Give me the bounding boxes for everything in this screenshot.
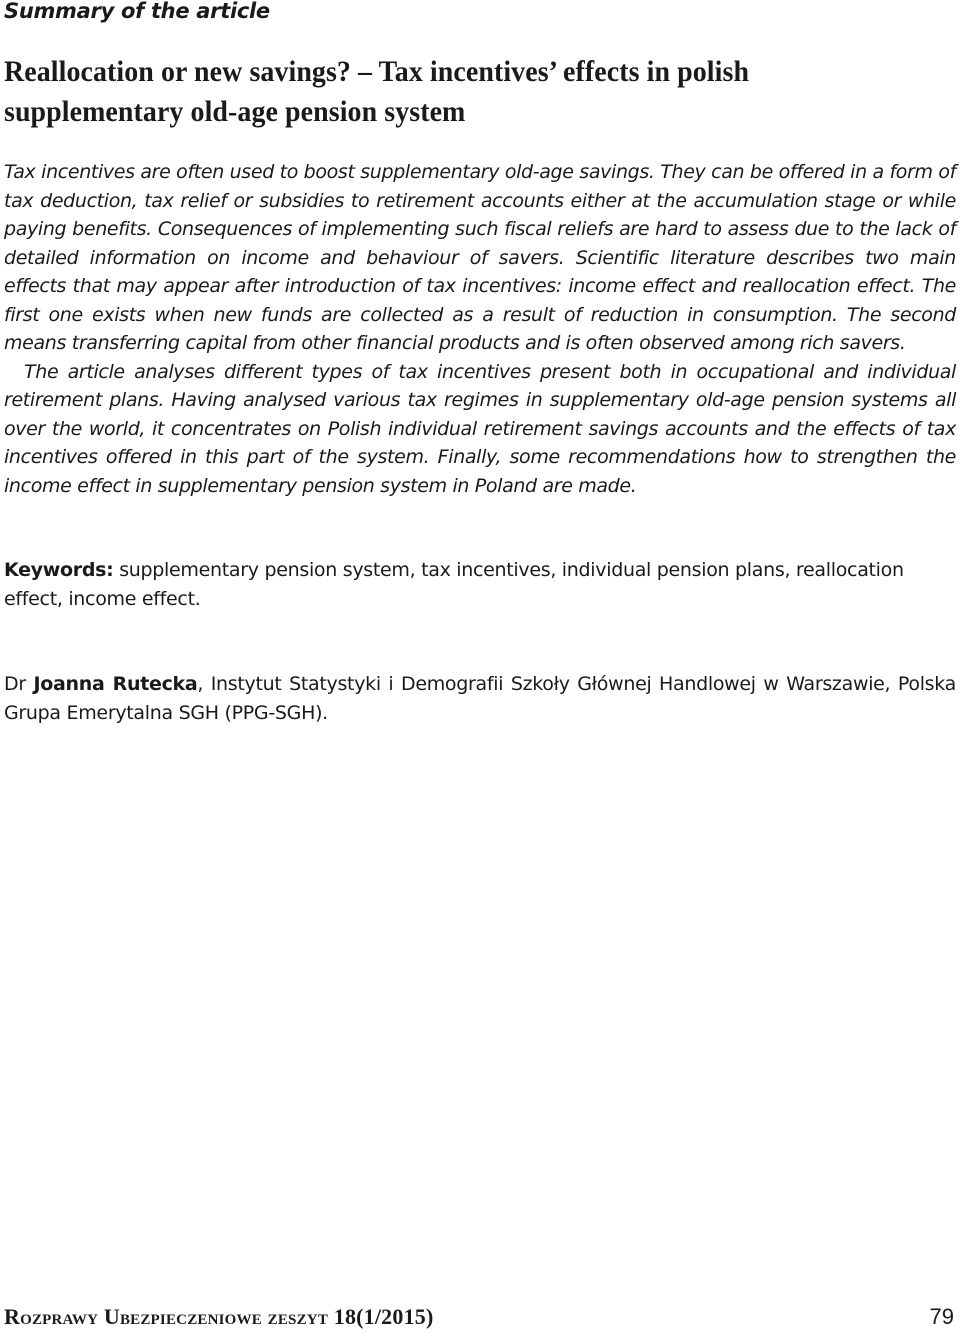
page-footer [4,1300,956,1334]
abstract-paragraph-1: Tax incentives are often used to boost supplementary old-age savings. They can be offered in a form of tax deduction, tax relief or subsidies to retirement accounts either at the accumulation stage or while paying benefits. Consequences of implementing such fiscal reliefs are hard to assess due to the lack of detailed information on income and behaviour of savers. Scientific literature describes two main effects that may appear after introduction of tax incentives: income effect and reallocation effect. The first one exists when new funds are collected as a result of reduction in consumption. The second means transferring capital from other financial products and is often observed among rich savers. [4,161,956,354]
author-affiliation: , Instytut Statystyki i Demografii Szkoły Głównej Handlowej w Warszawie, Polska Grupa Emerytalna SGH (PPG-SGH). [4,673,956,724]
section-label: Summary of the article [4,0,270,23]
keywords-label: Keywords: [4,559,114,581]
journal-name: Rozprawy Ubezpieczeniowe zeszyt 18(1/2015) [4,1304,434,1329]
abstract [4,158,956,500]
author-name: Joanna Rutecka [33,673,198,695]
abstract-paragraph-2: The article analyses different types of tax incentives present both in occupational and individual retirement plans. Having analysed various tax regimes in supplementary old-age pension systems all over the world, it concentrates on Polish individual retirement savings accounts and the effects of tax incentives offered in this part of the system. Finally, some recommendations how to strengthen the income effect in supplementary pension system in Poland are made. [4,360,956,497]
article-title: Reallocation or new savings? – Tax incentives’ effects in polish supplementary old-age pension system [4,55,750,128]
author-note [4,670,956,728]
author-prefix: Dr [4,673,34,695]
keywords-text: supplementary pension system, tax incentives, individual pension plans, reallocation effect, income effect. [4,559,904,610]
keywords [4,556,956,614]
page-number: 79 [929,1304,954,1329]
